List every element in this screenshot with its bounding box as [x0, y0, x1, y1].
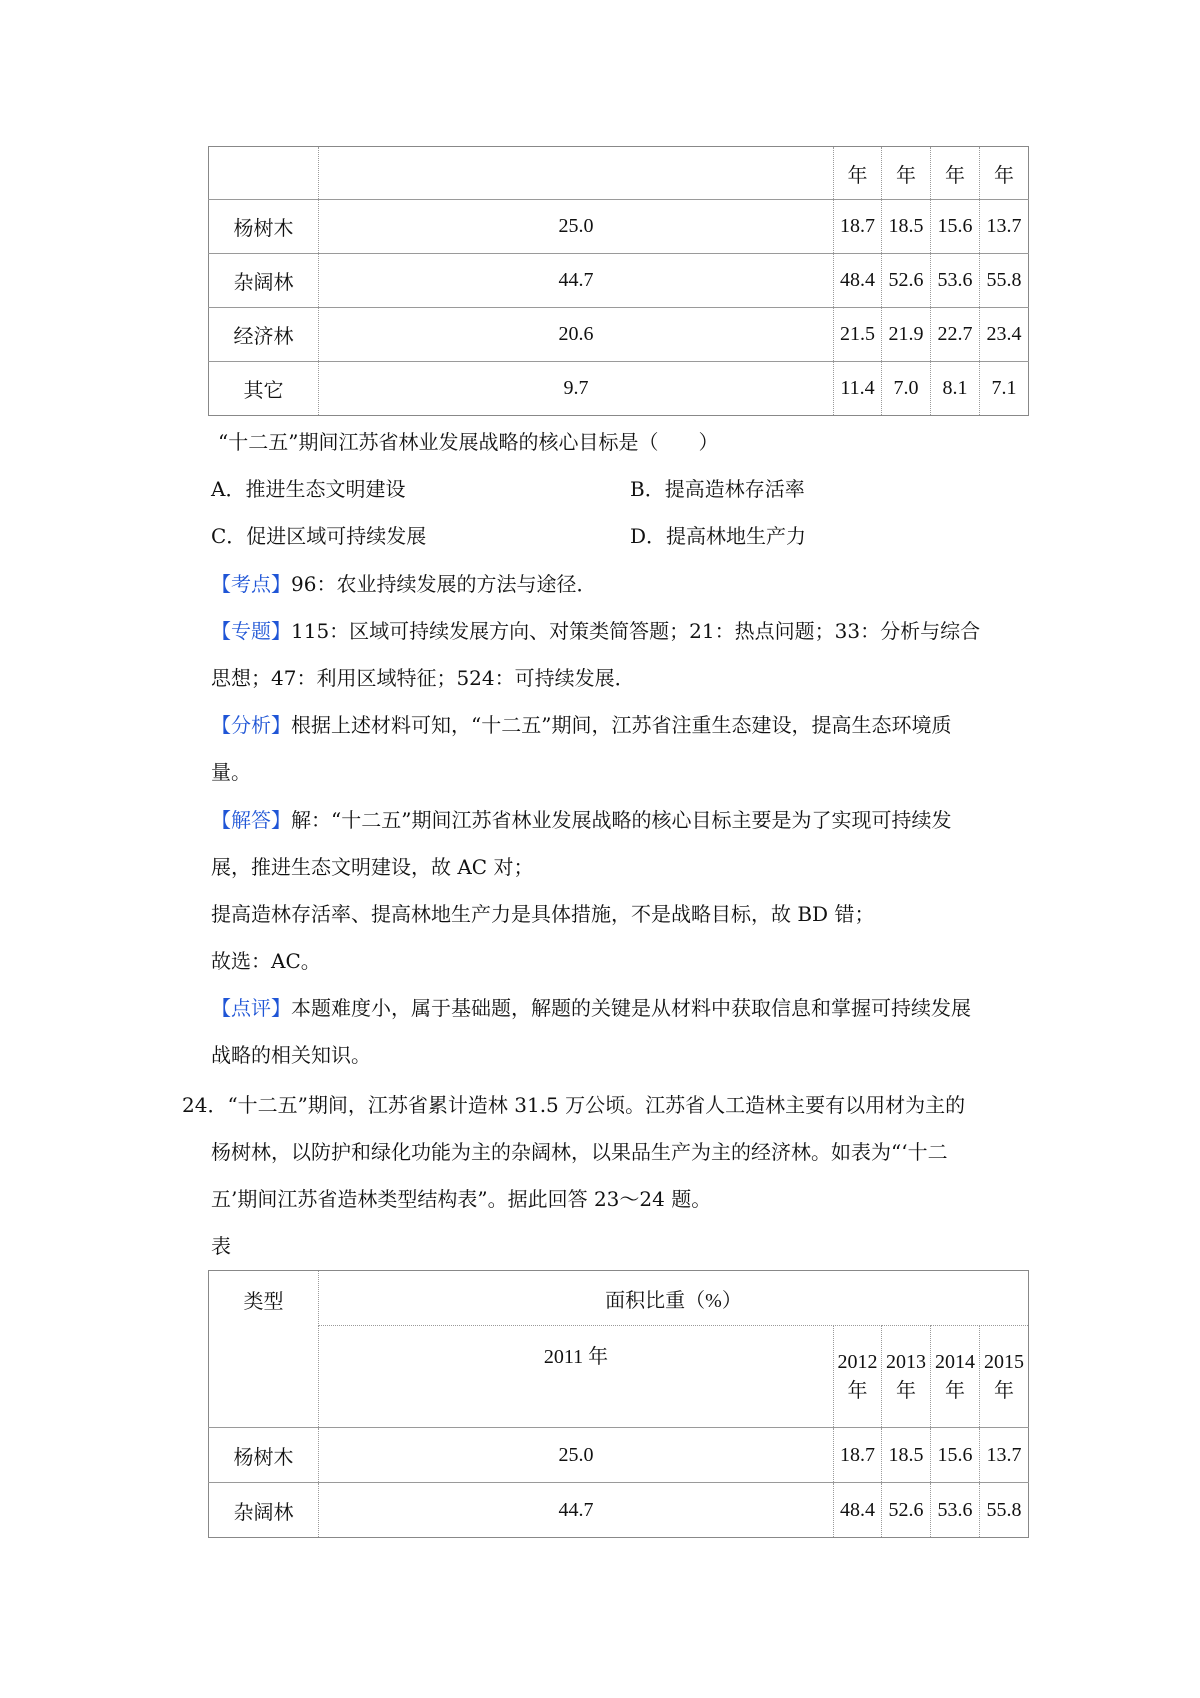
table-cell: 52.6	[882, 1483, 931, 1538]
jieda-answer: 故选：AC。	[211, 949, 321, 973]
row-label: 其它	[209, 362, 319, 416]
kaodian-text: 96：农业持续发展的方法与途径．	[291, 572, 597, 596]
table-header-row	[209, 1326, 1029, 1428]
table-header-row	[209, 1271, 1029, 1326]
year-suffix-cell: 年	[931, 147, 980, 200]
area-share-header: 面积比重（%）	[319, 1271, 1029, 1326]
forest-structure-table-continued	[208, 146, 1029, 416]
question-24-text: 24．“十二五”期间，江苏省累计造林 31.5 万公顷。江苏省人工造林主要有以用材为主的	[182, 1093, 966, 1117]
forest-structure-table	[208, 1270, 1029, 1538]
table-cell: 13.7	[980, 200, 1029, 254]
table-cell: 21.5	[834, 308, 882, 362]
table-cell: 9.7	[319, 362, 834, 416]
year-number: 2013	[886, 1350, 926, 1373]
table-row	[209, 200, 1029, 254]
table-cell: 22.7	[931, 308, 980, 362]
year-suffix: 年	[994, 1379, 1014, 1402]
table-row	[209, 1428, 1029, 1483]
table-cell: 13.7	[980, 1428, 1029, 1483]
fenxi-text: 根据上述材料可知，“十二五”期间，江苏省注重生态建设，提高生态环境质	[291, 713, 952, 737]
year-number: 2012	[837, 1350, 878, 1373]
jieda-text-continued: 提高造林存活率、提高林地生产力是具体措施，不是战略目标，故 BD 错；	[211, 902, 875, 926]
table-cell: 48.4	[834, 1483, 882, 1538]
table-cell: 55.8	[980, 254, 1029, 308]
row-label: 杂阔林	[209, 254, 319, 308]
question-24-text-continued: 杨树林，以防护和绿化功能为主的杂阔林，以果品生产为主的经济林。如表为“‘十二	[211, 1140, 948, 1164]
zhuanti-paragraph	[211, 617, 980, 645]
option-a: A．推进生态文明建设	[211, 477, 406, 501]
option-b: B．提高造林存活率	[630, 477, 805, 501]
zhuanti-text: 115：区域可持续发展方向、对策类简答题；21：热点问题；33：分析与综合	[291, 619, 981, 643]
kaodian-paragraph	[211, 570, 596, 598]
year-header-cell	[882, 1326, 931, 1428]
question-24-text-continued: 五’期间江苏省造林类型结构表”。据此回答 23～24 题。	[211, 1187, 712, 1211]
table-cell: 11.4	[834, 362, 882, 416]
table-cell: 53.6	[931, 254, 980, 308]
table-cell: 15.6	[931, 1428, 980, 1483]
table-cell: 52.6	[882, 254, 931, 308]
table-caption: 表	[211, 1234, 231, 1258]
table-header-row	[209, 147, 1029, 200]
table-cell: 8.1	[931, 362, 980, 416]
row-label: 杂阔林	[209, 1483, 319, 1538]
year-header-cell	[834, 1326, 882, 1428]
table-cell: 21.9	[882, 308, 931, 362]
kaodian-tag: 【考点】	[211, 572, 291, 596]
table-cell: 25.0	[319, 200, 834, 254]
table-cell: 53.6	[931, 1483, 980, 1538]
header-cell	[319, 147, 834, 200]
year-suffix: 年	[847, 1379, 868, 1402]
year-header-cell	[980, 1326, 1029, 1428]
table-cell: 48.4	[834, 254, 882, 308]
dianping-paragraph	[211, 994, 971, 1022]
jieda-tag: 【解答】	[211, 808, 291, 832]
table-cell: 7.0	[882, 362, 931, 416]
type-header: 类型	[209, 1271, 319, 1428]
year-number: 2015	[984, 1350, 1024, 1373]
row-label: 经济林	[209, 308, 319, 362]
question-text: “十二五”期间江苏省林业发展战略的核心目标是（ ）	[218, 430, 719, 454]
table-cell: 44.7	[319, 1483, 834, 1538]
table-cell: 18.7	[834, 1428, 882, 1483]
table-row	[209, 254, 1029, 308]
table-cell: 7.1	[980, 362, 1029, 416]
table-cell: 20.6	[319, 308, 834, 362]
table-cell: 25.0	[319, 1428, 834, 1483]
fenxi-paragraph	[211, 711, 951, 739]
table-cell: 55.8	[980, 1483, 1029, 1538]
fenxi-tag: 【分析】	[211, 713, 291, 737]
year-suffix-cell: 年	[834, 147, 882, 200]
year-header-cell	[931, 1326, 980, 1428]
table-cell: 18.5	[882, 200, 931, 254]
table-cell: 15.6	[931, 200, 980, 254]
jieda-text-continued: 展，推进生态文明建设，故 AC 对；	[211, 855, 534, 879]
jieda-paragraph	[211, 806, 951, 834]
year-suffix-cell: 年	[882, 147, 931, 200]
year-2011-header: 2011 年	[319, 1326, 834, 1428]
dianping-tag: 【点评】	[211, 996, 291, 1020]
year-number: 2014	[935, 1350, 975, 1373]
row-label: 杨树木	[209, 1428, 319, 1483]
zhuanti-text-continued: 思想；47：利用区域特征；524：可持续发展．	[211, 666, 635, 690]
year-suffix: 年	[896, 1379, 916, 1402]
row-label: 杨树木	[209, 200, 319, 254]
header-cell	[209, 147, 319, 200]
table-cell: 18.5	[882, 1428, 931, 1483]
fenxi-text-continued: 量。	[211, 760, 251, 784]
dianping-text: 本题难度小，属于基础题，解题的关键是从材料中获取信息和掌握可持续发展	[291, 996, 971, 1020]
dianping-text-continued: 战略的相关知识。	[211, 1043, 371, 1067]
year-suffix-cell: 年	[980, 147, 1029, 200]
table-cell: 18.7	[834, 200, 882, 254]
year-suffix: 年	[945, 1379, 965, 1402]
table-cell: 23.4	[980, 308, 1029, 362]
table-row	[209, 308, 1029, 362]
option-c: C．促进区域可持续发展	[211, 524, 427, 548]
table-cell: 44.7	[319, 254, 834, 308]
table-row	[209, 1483, 1029, 1538]
zhuanti-tag: 【专题】	[211, 619, 291, 643]
jieda-text: 解：“十二五”期间江苏省林业发展战略的核心目标主要是为了实现可持续发	[291, 808, 952, 832]
table-row	[209, 362, 1029, 416]
option-d: D．提高林地生产力	[630, 524, 807, 548]
